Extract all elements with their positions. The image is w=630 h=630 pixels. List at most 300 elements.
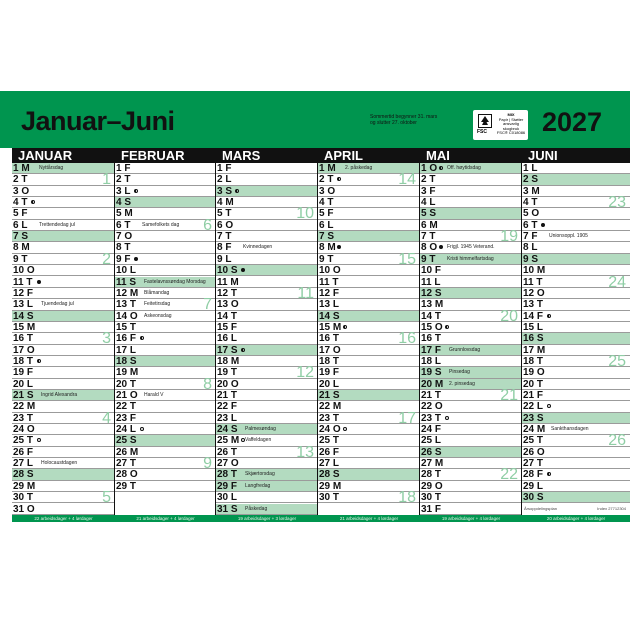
- day-label: 27 M: [421, 458, 444, 470]
- day-label: 4 T: [523, 197, 538, 209]
- day-label: 31 O: [13, 503, 35, 515]
- day-label: 19 M: [116, 367, 139, 379]
- day-label: 13 O: [217, 299, 239, 311]
- day-row: [12, 458, 115, 469]
- day-event: Off. høytidsdag: [447, 165, 481, 171]
- day-label: 21 T: [217, 390, 238, 401]
- column-divider: [114, 148, 115, 515]
- moon-phase-icon: [134, 189, 138, 193]
- week-number: 18: [398, 489, 416, 507]
- day-row: [12, 163, 115, 174]
- day-label: 16 T: [13, 333, 34, 345]
- day-label: 21 S: [319, 390, 340, 401]
- day-row: [115, 379, 216, 390]
- day-row: [522, 231, 630, 242]
- day-row: [216, 333, 318, 344]
- day-label: 17 M: [523, 344, 546, 356]
- day-label: 24 F: [421, 424, 442, 436]
- day-row: [522, 242, 630, 253]
- day-label: 1 O: [421, 163, 438, 174]
- day-label: 1 F: [217, 163, 232, 174]
- day-event: 2. pinsedag: [449, 380, 475, 387]
- day-label: 16 F: [116, 333, 137, 345]
- day-label: 10 M: [523, 265, 546, 277]
- day-row: [12, 447, 115, 458]
- day-row: [522, 413, 630, 424]
- day-label: 6 L: [319, 219, 334, 231]
- day-row: [216, 186, 318, 197]
- moon-phase-icon: [134, 257, 138, 261]
- moon-phase-icon: [37, 280, 41, 284]
- day-event: Nyttårsdag: [39, 165, 64, 171]
- day-label: 29 O: [421, 480, 443, 492]
- month-header-mai: MAI: [426, 148, 450, 163]
- day-row: [318, 311, 420, 322]
- day-label: 22 O: [421, 401, 443, 413]
- month-header-februar: FEBRUAR: [121, 148, 185, 163]
- day-row: [115, 447, 216, 458]
- day-row: [12, 435, 115, 446]
- day-label: 1 L: [523, 163, 538, 174]
- day-label: 16 L: [217, 333, 238, 345]
- day-event: Langfredag: [245, 482, 271, 489]
- day-row: [522, 163, 630, 174]
- day-label: 30 T: [319, 492, 340, 504]
- workday-summary: 21 arbeidsdager + 4 lørdager: [136, 516, 195, 521]
- day-row: [12, 299, 115, 310]
- day-label: 16 T: [319, 333, 340, 345]
- week-number: 8: [203, 375, 212, 393]
- day-label: 1 M: [13, 163, 30, 174]
- day-row: [216, 231, 318, 242]
- day-event: Frigjl. 1945 Veterand.: [447, 244, 495, 251]
- day-row: [12, 469, 115, 480]
- day-row: [420, 277, 522, 288]
- day-row: [115, 288, 216, 299]
- day-label: 4 T: [13, 197, 28, 209]
- week-number: 11: [297, 284, 314, 302]
- moon-phase-icon: [337, 177, 341, 181]
- day-label: 28 T: [421, 469, 442, 481]
- day-label: 18 T: [13, 355, 34, 367]
- day-row: [420, 356, 522, 367]
- day-label: 8 O: [421, 242, 438, 254]
- day-event: Ingrid Alexandra: [41, 392, 78, 398]
- day-event: Sankthansdagen: [551, 426, 589, 433]
- month-header-april: APRIL: [324, 148, 363, 163]
- day-label: 15 M: [13, 321, 36, 333]
- index-note: Index 27712304: [597, 505, 626, 511]
- day-row: [12, 367, 115, 378]
- day-label: 4 S: [116, 197, 132, 209]
- day-row: [12, 208, 115, 219]
- day-label: 23 T: [13, 412, 34, 424]
- day-event: Kristi himmelfartsdag: [447, 255, 494, 262]
- week-number: 19: [500, 228, 518, 246]
- day-label: 9 L: [217, 253, 232, 265]
- day-label: 13 L: [13, 299, 34, 311]
- day-row: [12, 322, 115, 333]
- moon-phase-icon: [541, 223, 545, 227]
- day-row: [420, 367, 522, 378]
- day-label: 26 T: [217, 446, 238, 458]
- day-label: 14 S: [319, 310, 340, 322]
- moon-phase-icon: [37, 438, 41, 442]
- day-label: 5 T: [217, 208, 232, 220]
- day-row: [318, 288, 420, 299]
- tree-icon: [478, 114, 492, 128]
- day-label: 25 M: [217, 435, 240, 447]
- day-label: 2 T: [319, 174, 334, 186]
- day-label: 6 T: [523, 219, 538, 231]
- moon-phase-icon: [547, 404, 551, 408]
- day-label: 12 T: [217, 287, 238, 299]
- day-row: [115, 242, 216, 253]
- day-label: 11 M: [217, 276, 239, 288]
- day-label: 28 T: [217, 469, 238, 481]
- day-row: [115, 390, 216, 401]
- moon-phase-icon: [241, 438, 245, 442]
- week-number: 16: [398, 330, 416, 348]
- day-label: 7 T: [421, 231, 436, 243]
- day-row: [522, 311, 630, 322]
- day-event: Grunnlovsdag: [449, 346, 481, 353]
- column-divider: [521, 148, 522, 515]
- day-label: 15 M: [319, 321, 342, 333]
- day-label: 4 L: [421, 197, 436, 209]
- day-label: 29 F: [217, 480, 238, 492]
- day-label: 3 L: [116, 185, 131, 197]
- day-row: [522, 481, 630, 492]
- day-row: [420, 265, 522, 276]
- day-label: 2 T: [116, 174, 131, 186]
- day-label: 12 O: [523, 287, 545, 299]
- moon-phase-icon: [445, 416, 449, 420]
- column-divider: [215, 148, 216, 515]
- day-row: [216, 163, 318, 174]
- day-row: [420, 413, 522, 424]
- day-event: Kvinnedagen: [243, 244, 273, 251]
- workday-summary: 20 arbeidsdager + 4 lørdager: [546, 516, 606, 521]
- day-label: 5 M: [116, 208, 133, 220]
- day-row: [115, 345, 216, 356]
- day-row: [216, 492, 318, 503]
- day-label: 27 T: [523, 458, 544, 470]
- day-row: [522, 220, 630, 231]
- day-label: 19 T: [217, 367, 238, 379]
- week-number: 1: [102, 171, 111, 189]
- day-row: [115, 356, 216, 367]
- week-number: 21: [500, 387, 518, 404]
- moon-phase-icon: [241, 348, 245, 352]
- dst-note: Sommertid begynner 31. mars og slutter 27. oktober: [370, 114, 438, 126]
- day-label: 22 L: [523, 401, 544, 413]
- day-row: [12, 504, 115, 515]
- day-row: [12, 356, 115, 367]
- week-number: 5: [102, 489, 111, 507]
- month-header-mars: MARS: [222, 148, 261, 163]
- day-label: 27 L: [319, 458, 340, 470]
- day-label: 14 T: [217, 310, 238, 322]
- day-row: [216, 424, 318, 435]
- day-row: [318, 435, 420, 446]
- week-number: 25: [608, 352, 626, 370]
- day-label: 20 T: [523, 378, 544, 390]
- day-label: 13 T: [523, 299, 544, 311]
- day-label: 10 O: [13, 265, 35, 277]
- month-column-april: [318, 163, 420, 515]
- week-number: 10: [296, 205, 314, 223]
- day-row: [420, 492, 522, 503]
- day-row: [115, 435, 216, 446]
- day-row: [12, 174, 115, 185]
- day-row: [522, 299, 630, 310]
- day-label: 8 T: [116, 242, 131, 254]
- day-label: 12 F: [319, 287, 340, 299]
- day-label: 8 F: [217, 242, 232, 254]
- day-row: [115, 401, 216, 412]
- day-row: [115, 311, 216, 322]
- day-label: 21 T: [421, 390, 442, 401]
- day-label: 9 T: [421, 253, 436, 265]
- day-event: Pinsedag: [449, 369, 470, 376]
- day-label: 17 F: [421, 344, 442, 356]
- day-label: 28 O: [116, 469, 138, 481]
- day-row: [12, 231, 115, 242]
- day-row: [115, 333, 216, 344]
- day-label: 17 O: [319, 344, 341, 356]
- moon-phase-icon: [547, 314, 551, 318]
- day-label: 13 T: [116, 299, 137, 311]
- day-row: [12, 333, 115, 344]
- day-label: 19 S: [421, 367, 442, 379]
- day-event: Feitetirsdag: [144, 301, 171, 308]
- week-number: 14: [398, 171, 416, 189]
- moon-phase-icon: [140, 427, 144, 431]
- day-row: [522, 469, 630, 480]
- week-number: 20: [500, 307, 518, 325]
- day-label: 7 O: [116, 231, 133, 243]
- day-label: 5 O: [523, 208, 540, 220]
- day-label: 26 O: [523, 446, 545, 458]
- day-label: 21 F: [523, 390, 544, 401]
- day-row: [420, 345, 522, 356]
- day-label: 29 M: [13, 480, 36, 492]
- day-event: Vaffeldagen: [245, 437, 272, 444]
- day-label: 3 F: [421, 185, 436, 197]
- day-row: [522, 322, 630, 333]
- day-row: [420, 424, 522, 435]
- day-row: [420, 288, 522, 299]
- day-row: [216, 322, 318, 333]
- day-row: [12, 242, 115, 253]
- day-label: 28 F: [523, 469, 544, 481]
- day-row: [216, 413, 318, 424]
- day-label: 7 F: [523, 231, 538, 243]
- week-number: 24: [608, 273, 626, 291]
- day-row: [216, 311, 318, 322]
- day-label: 30 T: [13, 492, 34, 504]
- day-label: 20 L: [13, 378, 34, 390]
- day-label: 1 M: [319, 163, 336, 174]
- day-row: [115, 220, 216, 231]
- day-label: 23 T: [319, 412, 340, 424]
- day-label: 15 F: [217, 321, 238, 333]
- day-row: [12, 345, 115, 356]
- day-label: 1 F: [116, 163, 131, 174]
- day-row: [12, 265, 115, 276]
- day-label: 4 T: [319, 197, 334, 209]
- day-row: [318, 447, 420, 458]
- fsc-logo: FSC MIX Papir | Støtter ansvarlig skogbruk FSC® C018086: [473, 110, 528, 140]
- day-label: 15 L: [523, 321, 544, 333]
- day-label: 31 S: [217, 503, 238, 515]
- day-row: [318, 379, 420, 390]
- moon-phase-icon: [337, 245, 341, 249]
- day-label: 5 F: [319, 208, 334, 220]
- day-label: 7 S: [13, 231, 29, 243]
- moon-phase-icon: [439, 245, 443, 249]
- day-event: Trettendedag jul: [39, 221, 75, 228]
- day-event: Unionsoppl. 1905: [549, 233, 588, 240]
- week-number: 22: [500, 466, 518, 484]
- day-label: 18 S: [116, 355, 137, 367]
- day-row: [318, 197, 420, 208]
- week-number: 3: [102, 330, 111, 348]
- day-label: 24 O: [319, 424, 341, 436]
- day-event: Samefolkets dag: [142, 221, 180, 228]
- day-row: [318, 469, 420, 480]
- day-label: 9 T: [319, 253, 334, 265]
- moon-phase-icon: [343, 427, 347, 431]
- day-label: 13 L: [319, 299, 340, 311]
- day-label: 21 S: [13, 390, 34, 401]
- calendar-year: 2027: [542, 107, 603, 137]
- moon-phase-icon: [439, 166, 443, 170]
- workday-summary: 19 arbeidsdager + 4 lørdager: [441, 516, 501, 521]
- day-row: [318, 220, 420, 231]
- day-label: 18 L: [421, 355, 442, 367]
- day-row: [216, 504, 318, 515]
- day-row: [216, 254, 318, 265]
- week-number: 15: [398, 250, 416, 268]
- moon-phase-icon: [343, 325, 347, 329]
- day-label: 18 T: [319, 355, 340, 367]
- day-label: 20 T: [116, 378, 137, 390]
- day-label: 19 F: [319, 367, 340, 379]
- day-row: [420, 174, 522, 185]
- column-divider: [419, 148, 420, 515]
- day-label: 11 T: [13, 276, 33, 288]
- day-row: [115, 208, 216, 219]
- day-row: [115, 458, 216, 469]
- day-label: 12 S: [421, 287, 442, 299]
- day-label: 25 T: [319, 435, 340, 447]
- day-label: 19 O: [523, 367, 545, 379]
- week-number: 6: [203, 216, 212, 234]
- day-label: 23 F: [116, 412, 137, 424]
- day-row: [420, 447, 522, 458]
- day-label: 2 T: [13, 174, 28, 186]
- day-label: 27 O: [217, 458, 239, 470]
- day-row: [216, 401, 318, 412]
- day-row: [12, 481, 115, 492]
- day-row: [12, 220, 115, 231]
- week-number: 2: [102, 250, 111, 268]
- day-label: 8 M: [319, 242, 336, 254]
- day-row: [420, 435, 522, 446]
- day-row: [420, 197, 522, 208]
- day-label: 7 T: [217, 231, 232, 243]
- day-label: 6 L: [13, 219, 28, 231]
- day-row: [115, 163, 216, 174]
- day-label: 8 M: [13, 242, 30, 254]
- day-label: 11 L: [421, 276, 441, 288]
- day-label: 26 F: [13, 446, 34, 458]
- month-column-juni: [522, 163, 630, 515]
- day-label: 20 M: [421, 378, 444, 390]
- day-label: 22 T: [116, 401, 137, 413]
- month-column-mai: [420, 163, 522, 515]
- day-label: 5 F: [13, 208, 28, 220]
- day-row: [318, 299, 420, 310]
- moon-phase-icon: [140, 336, 144, 340]
- day-label: 18 T: [523, 355, 544, 367]
- day-label: 26 S: [421, 446, 442, 458]
- day-row: [216, 390, 318, 401]
- week-number: 17: [398, 409, 416, 427]
- day-label: 20 L: [319, 378, 340, 390]
- day-row: [318, 231, 420, 242]
- calendar-title: Januar–Juni: [21, 106, 175, 136]
- day-label: 31 F: [421, 503, 442, 515]
- day-row: [12, 277, 115, 288]
- day-row: [522, 390, 630, 401]
- day-event: Askeonsdag: [144, 312, 172, 319]
- day-label: 5 S: [421, 208, 437, 220]
- day-label: 17 O: [13, 344, 35, 356]
- day-label: 23 S: [523, 412, 544, 424]
- day-event: Blåmandag: [144, 289, 170, 296]
- day-row: [115, 186, 216, 197]
- day-label: 14 T: [421, 310, 442, 322]
- day-row: [420, 186, 522, 197]
- day-label: 28 S: [319, 469, 340, 481]
- day-label: 30 T: [421, 492, 442, 504]
- day-label: 27 T: [116, 458, 137, 470]
- day-row: [318, 367, 420, 378]
- moon-phase-icon: [235, 189, 239, 193]
- day-label: 23 L: [217, 412, 238, 424]
- day-label: 3 O: [13, 185, 30, 197]
- day-row: [12, 379, 115, 390]
- week-number: 9: [203, 455, 212, 473]
- day-row: [522, 379, 630, 390]
- day-label: 9 S: [523, 253, 539, 265]
- workday-summary: 22 arbeidsdager + 4 lørdager: [34, 516, 93, 521]
- day-row: [522, 254, 630, 265]
- day-label: 14 F: [523, 310, 544, 322]
- day-label: 6 O: [217, 219, 234, 231]
- moon-phase-icon: [445, 325, 449, 329]
- moon-phase-icon: [241, 268, 245, 272]
- day-label: 10 O: [319, 265, 341, 277]
- week-number: 13: [296, 443, 314, 461]
- day-row: [216, 481, 318, 492]
- day-row: [420, 254, 522, 265]
- day-row: [522, 492, 630, 503]
- moon-phase-icon: [37, 359, 41, 363]
